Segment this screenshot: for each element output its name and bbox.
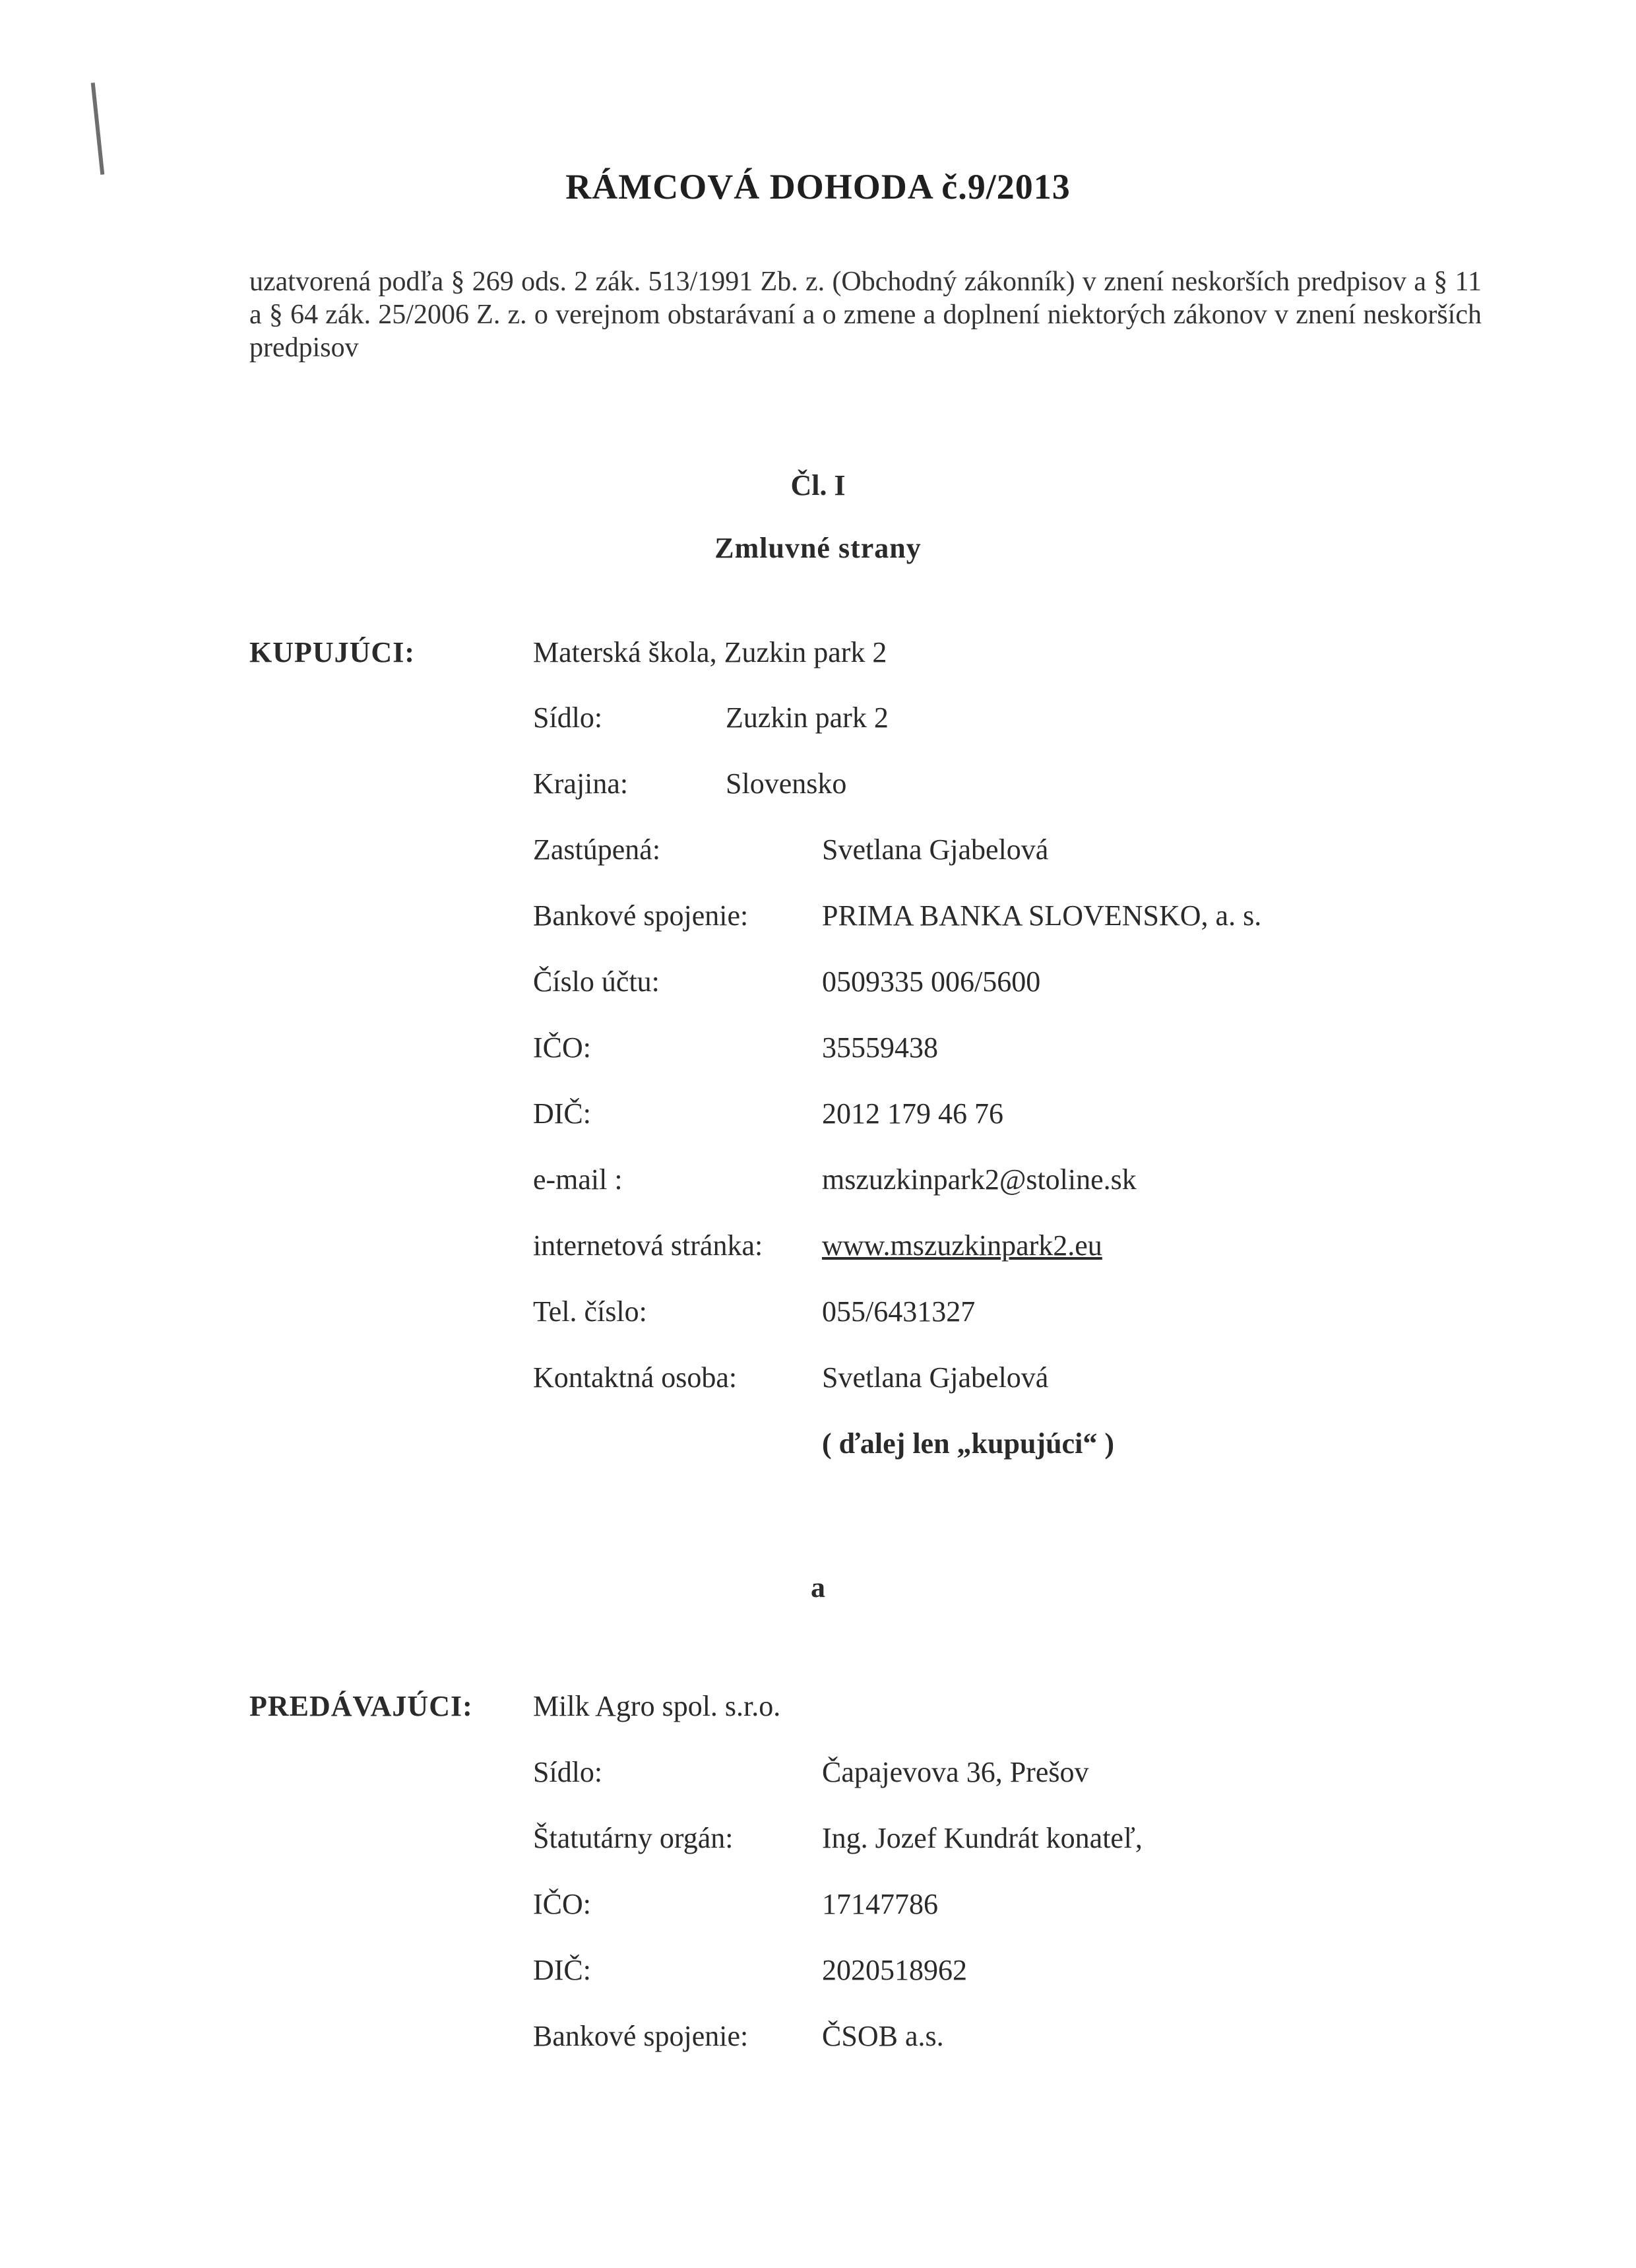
buyer-represented-value: Svetlana Gjabelová bbox=[822, 833, 1049, 866]
seller-dic-label: DIČ: bbox=[533, 1954, 591, 1986]
seller-name: Milk Agro spol. s.r.o. bbox=[533, 1690, 781, 1722]
buyer-website-label: internetová stránka: bbox=[533, 1229, 763, 1262]
buyer-dic-value: 2012 179 46 76 bbox=[822, 1097, 1003, 1130]
buyer-account-label: Číslo účtu: bbox=[533, 965, 660, 998]
seller-ico-value: 17147786 bbox=[822, 1888, 938, 1920]
buyer-account-value: 0509335 006/5600 bbox=[822, 965, 1041, 998]
seller-seat-label: Sídlo: bbox=[533, 1756, 603, 1788]
buyer-designation: ( ďalej len „kupujúci“ ) bbox=[822, 1427, 1114, 1460]
buyer-contact-label: Kontaktná osoba: bbox=[533, 1361, 738, 1394]
preamble-text: uzatvorená podľa § 269 ods. 2 zák. 513/1991 Zb. z. (Obchodný zákonník) v znení neskorších predpisov a § 11 a § 64 zák. 25/2006 Z. z. o verejnom obstarávaní a o zmene a doplnení niektorých zákonov v znení neskorších predpisov bbox=[249, 267, 1482, 363]
buyer-email-value[interactable]: mszuzkinpark2@stoline.sk bbox=[822, 1163, 1137, 1196]
buyer-country-label: Krajina: bbox=[533, 767, 629, 800]
seller-statutory-label: Štatutárny orgán: bbox=[533, 1822, 734, 1854]
buyer-phone-value: 055/6431327 bbox=[822, 1295, 976, 1328]
buyer-bank-label: Bankové spojenie: bbox=[533, 899, 749, 932]
buyer-website-link[interactable]: www.mszuzkinpark2.eu bbox=[822, 1229, 1102, 1262]
buyer-email-label: e-mail : bbox=[533, 1163, 623, 1196]
buyer-name: Materská škola, Zuzkin park 2 bbox=[533, 636, 887, 668]
buyer-phone-label: Tel. číslo: bbox=[533, 1295, 647, 1328]
scan-artifact-line bbox=[91, 82, 105, 175]
seller-ico-label: IČO: bbox=[533, 1888, 591, 1920]
conjunction: a bbox=[811, 1571, 825, 1604]
buyer-country-value: Slovensko bbox=[726, 767, 847, 800]
article-number: Čl. I bbox=[790, 469, 846, 502]
buyer-role: KUPUJÚCI: bbox=[249, 636, 415, 668]
article-title: Zmluvné strany bbox=[714, 532, 922, 564]
buyer-ico-value: 35559438 bbox=[822, 1031, 938, 1064]
buyer-dic-label: DIČ: bbox=[533, 1097, 591, 1130]
seller-seat-value: Čapajevova 36, Prešov bbox=[822, 1756, 1089, 1788]
buyer-bank-value: PRIMA BANKA SLOVENSKO, a. s. bbox=[822, 899, 1262, 932]
buyer-contact-value: Svetlana Gjabelová bbox=[822, 1361, 1049, 1394]
seller-dic-value: 2020518962 bbox=[822, 1954, 967, 1986]
seller-bank-value: ČSOB a.s. bbox=[822, 2020, 944, 2052]
seller-bank-label: Bankové spojenie: bbox=[533, 2020, 749, 2052]
buyer-ico-label: IČO: bbox=[533, 1031, 591, 1064]
buyer-seat-value: Zuzkin park 2 bbox=[726, 701, 889, 734]
buyer-seat-label: Sídlo: bbox=[533, 701, 603, 734]
seller-role: PREDÁVAJÚCI: bbox=[249, 1690, 473, 1722]
document-title: RÁMCOVÁ DOHODA č.9/2013 bbox=[565, 167, 1071, 207]
seller-statutory-value: Ing. Jozef Kundrát konateľ, bbox=[822, 1822, 1143, 1854]
buyer-represented-label: Zastúpená: bbox=[533, 833, 661, 866]
